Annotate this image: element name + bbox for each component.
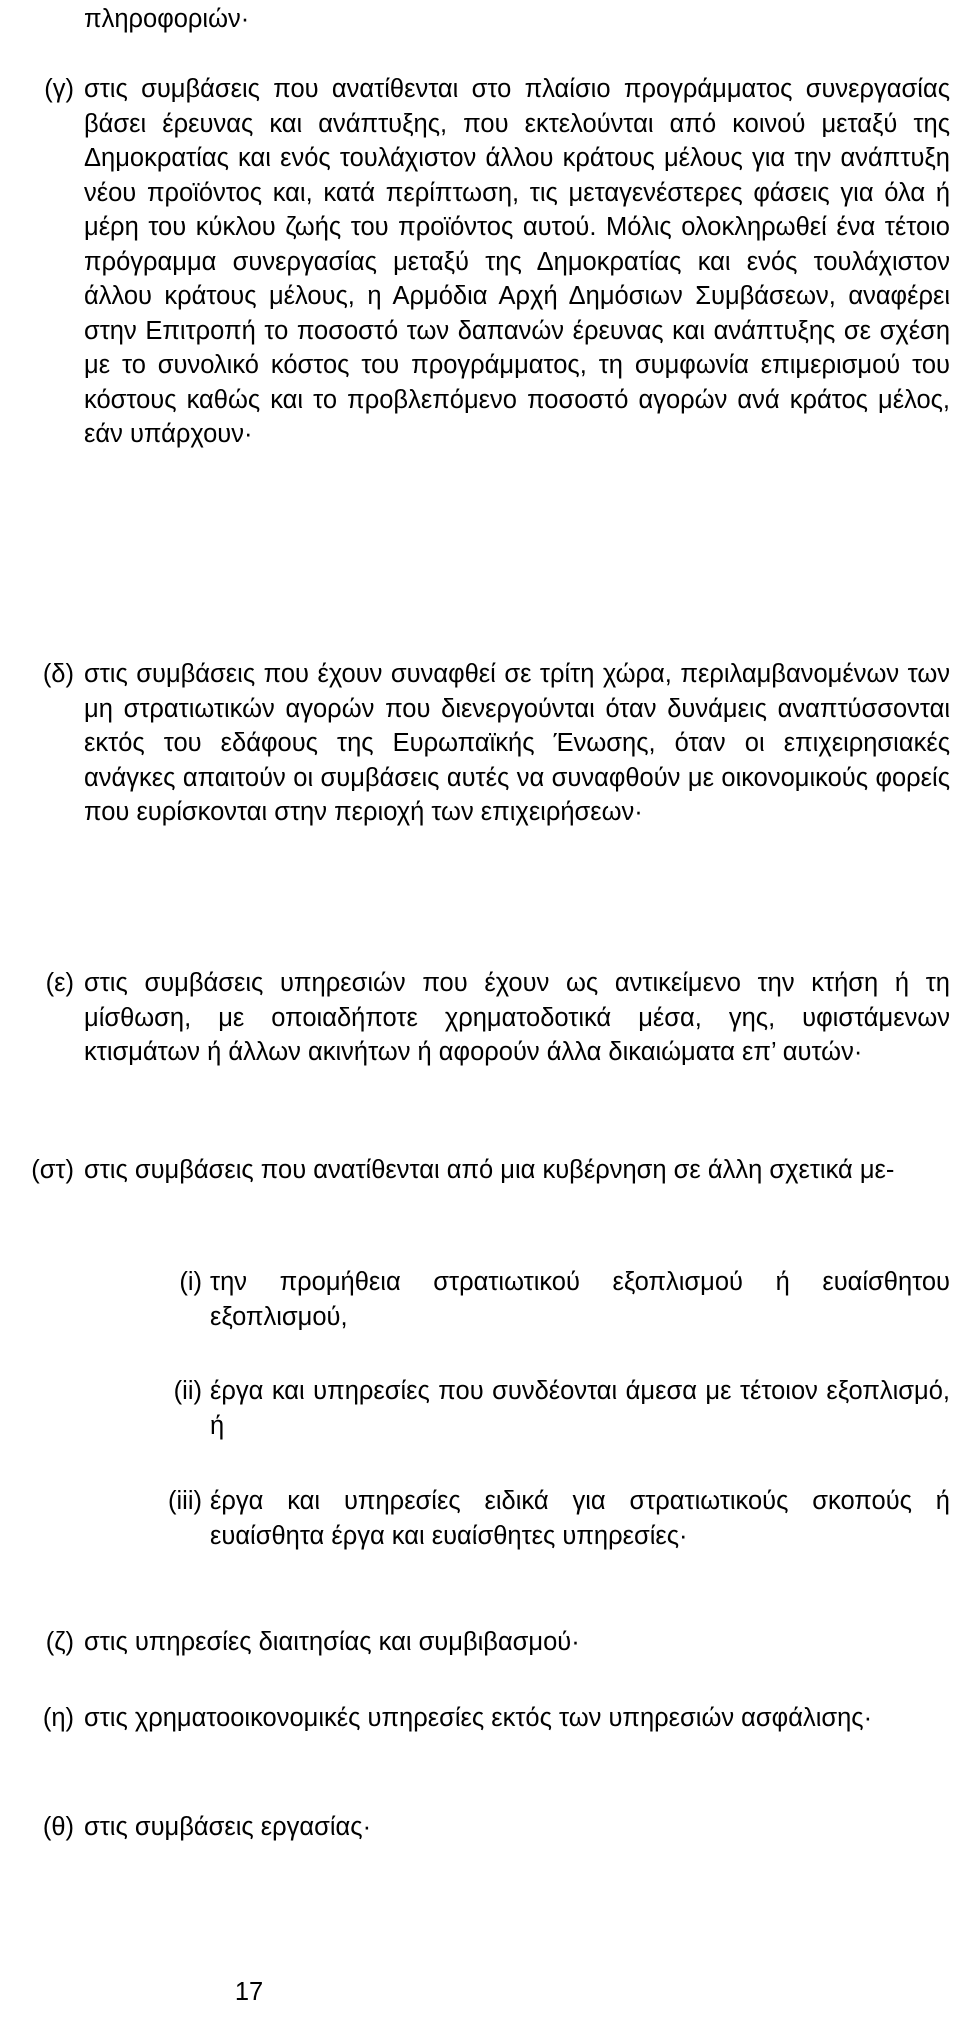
item-label: (στ)	[31, 1156, 74, 1184]
item-label: (θ)	[42, 1813, 74, 1841]
sub-item-label: (ii)	[173, 1377, 202, 1405]
sub-item-text: έργα και υπηρεσίες που συνδέονται άμεσα με τέτοιον εξοπλισμό, ή	[210, 1377, 950, 1440]
sub-item-label: (iii)	[168, 1487, 202, 1515]
sub-item-text: την προμήθεια στρατιωτικού εξοπλισμού ή ευαίσθητου εξοπλισμού,	[210, 1268, 950, 1331]
item-text: στις συμβάσεις που έχουν συναφθεί σε τρίτη χώρα, περιλαμβανομένων των μη στρατιωτικών αγορών που διενεργούνται όταν δυνάμεις αναπτύσσονται εκτός του εδάφους της Ευρωπαϊκής Ένωσης, όταν οι επιχειρησιακές ανάγκες απαιτούν οι συμβάσεις αυτές να συναφθούν με οικονομικούς φορείς που ευρίσκονται στην περιοχή των επιχειρήσεων·	[84, 660, 950, 826]
item-text: στις χρηματοοικονομικές υπηρεσίες εκτός των υπηρεσιών ασφάλισης·	[84, 1704, 873, 1732]
item-text: στις υπηρεσίες διαιτησίας και συμβιβασμού·	[84, 1628, 580, 1656]
item-text: στις συμβάσεις υπηρεσιών που έχουν ως αντικείμενο την κτήση ή τη μίσθωση, με οποιαδήποτε χρηματοδοτικά μέσα, γης, υφιστάμενων κτισμάτων ή άλλων ακινήτων ή αφορούν άλλα δικαιώματα επ’ αυτών·	[84, 969, 950, 1066]
item-text: στις συμβάσεις εργασίας·	[84, 1813, 372, 1841]
page-number: 17	[234, 1978, 264, 2006]
item-label: (ε)	[45, 969, 74, 997]
item-text: στις συμβάσεις που ανατίθενται στο πλαίσιο προγράμματος συνεργασίας βάσει έρευνας και ανάπτυξης, που εκτελούνται από κοινού μεταξύ της Δημοκρατίας και ενός τουλάχιστον άλλου κράτους μέλους για την ανάπτυξη νέου προϊόντος και, κατά περίπτωση, τις μεταγενέστερες φάσεις για όλα ή μέρη του κύκλου ζωής του προϊόντος αυτού. Μόλις ολοκληρωθεί ένα τέτοιο πρόγραμμα συνεργασίας μεταξύ της Δημοκρατίας και ενός τουλάχιστον άλλου κράτους μέλους, η Αρμόδια Αρχή Δημόσιων Συμβάσεων, αναφέρει στην Επιτροπή το ποσοστό των δαπανών έρευνας και ανάπτυξης σε σχέση με το συνολικό κόστος του προγράμματος, τη συμφωνία επιμερισμού του κόστους καθώς και το προβλεπόμενο ποσοστό αγορών ανά κράτος μέλος, εάν υπάρχουν·	[84, 75, 950, 448]
item-label: (δ)	[42, 660, 74, 688]
item-label: (η)	[42, 1704, 74, 1732]
continuation-line: πληροφοριών·	[84, 5, 250, 33]
item-text: στις συμβάσεις που ανατίθενται από μια κυβέρνηση σε άλλη σχετικά με-	[84, 1156, 895, 1184]
sub-item-text: έργα και υπηρεσίες ειδικά για στρατιωτικούς σκοπούς ή ευαίσθητα έργα και ευαίσθητες υπηρεσίες·	[210, 1487, 950, 1550]
item-label: (ζ)	[45, 1628, 74, 1656]
sub-item-label: (i)	[179, 1268, 202, 1296]
item-label: (γ)	[44, 75, 74, 103]
